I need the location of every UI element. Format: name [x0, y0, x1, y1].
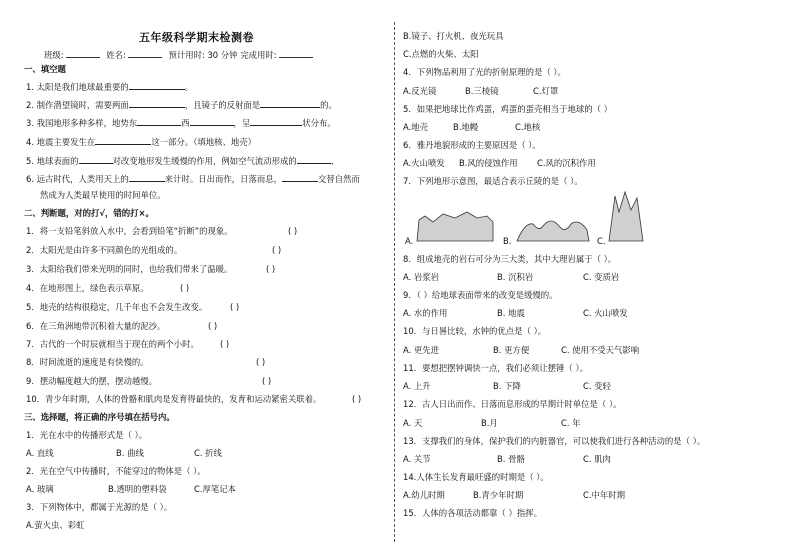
choice-q10-c[interactable]: C. 使用不受天气影响 [561, 345, 640, 355]
choice-q11-c[interactable]: C. 变轻 [583, 381, 611, 391]
choice-q13-a[interactable]: A. 关节 [403, 454, 431, 464]
judge-q1 [26, 226, 298, 237]
choice-q12-a[interactable]: A. 天 [403, 418, 423, 428]
choice-q2-a[interactable]: A. 玻璃 [26, 484, 54, 494]
choice-q1-options [26, 448, 222, 459]
fill-q3-mid2: ，呈 [233, 118, 251, 128]
judge-q6 [26, 321, 218, 332]
fill-q4-text: 4. 地震主要发生在 [26, 137, 96, 147]
choice-q3-option-c[interactable]: C.点燃的火柴、太阳 [403, 49, 479, 59]
choice-q10-a[interactable]: A. 更先进 [403, 345, 440, 355]
fill-q1-blank[interactable] [129, 81, 185, 90]
choice-q9-options [403, 308, 628, 319]
choice-q1-a[interactable]: A. 直线 [26, 448, 54, 458]
judge-q1-text: 1．将一支铅笔斜放入水中，会看到铅笔“折断”的现象。 [26, 226, 233, 236]
class-blank[interactable] [66, 49, 100, 58]
choice-q11: 11．要想把摆钟调快一点，我们必须让摆锤（ ）。 [403, 363, 588, 373]
choice-q9: 9．（ ）给地球表面带来的改变是缓慢的。 [403, 290, 558, 300]
fill-q3-mid1: 西 [181, 118, 190, 128]
fill-q1 [26, 81, 193, 93]
choice-q8-options [403, 272, 620, 283]
choice-q9-b[interactable]: B. 地震 [497, 308, 525, 318]
fill-q2-text: 2. 制作潜望镜时，需要两面 [26, 100, 129, 110]
class-label: 班级: [44, 50, 64, 60]
fill-q6-text: 6. 远古时代，人类用天上的 [26, 174, 129, 184]
fill-q3-end: 状分布。 [302, 118, 336, 128]
fill-q6-blank2[interactable] [282, 173, 318, 182]
name-label: 姓名: [106, 50, 126, 60]
fill-q6-blank1[interactable] [129, 173, 165, 182]
choice-q6-a[interactable]: A.火山喷发 [403, 158, 445, 168]
fill-q5 [26, 155, 339, 167]
choice-q1: 1．光在水中的传播形式是（ ）。 [26, 430, 148, 440]
choice-q12: 12．古人日出而作、日落而息形成的早期计时单位是（ ）。 [403, 399, 622, 409]
choice-q13-options [403, 454, 611, 465]
judge-q10 [26, 394, 362, 405]
fill-q2-mid: ，且镜子的反射面是 [184, 100, 261, 110]
judge-q8-answer[interactable]: ( ) [256, 357, 266, 367]
fill-q6 [26, 173, 360, 185]
judge-q3 [26, 264, 276, 275]
judge-q4 [26, 283, 190, 294]
choice-q10: 10．与日晷比较，水钟的优点是（ ）。 [403, 326, 547, 336]
judge-q8-text: 8．时间流逝的速度是有快慢的。 [26, 357, 149, 367]
choice-q14-a[interactable]: A.幼儿时期 [403, 490, 445, 500]
choice-q10-options [403, 345, 640, 356]
judge-q7-answer[interactable]: ( ) [220, 339, 230, 349]
choice-q14-options [403, 490, 626, 501]
actual-time-blank[interactable] [279, 49, 313, 58]
terrain-diagram-a [415, 208, 495, 242]
column-divider [394, 22, 395, 542]
terrain-diagram-b [515, 212, 591, 242]
fill-q4-end: 这一部分。（填地核、地壳） [151, 137, 256, 147]
choice-q11-b[interactable]: B. 下降 [493, 381, 521, 391]
fill-q5-blank1[interactable] [79, 155, 113, 164]
fill-q3-blank1[interactable] [137, 117, 181, 126]
judge-q9-text: 9．摆动幅度越大的摆，摆动越慢。 [26, 376, 157, 386]
judge-q5 [26, 302, 240, 313]
fill-q1-text: 1. 太阳是我们地球最重要的 [26, 82, 129, 92]
fill-q1-end: 。 [184, 82, 194, 92]
judge-q10-text: 10．青少年时期，人体的骨骼和肌肉是发育得最快的，发育和运动紧密关联着。 [26, 394, 322, 404]
choice-q5-c[interactable]: C.地核 [515, 122, 541, 132]
judge-q2-text: 2．太阳光是由许多不同颜色的光组成的。 [26, 245, 183, 255]
judge-q2-answer[interactable]: ( ) [272, 245, 282, 255]
judge-q5-text: 5．地壳的结构很稳定，几千年也不会发生改变。 [26, 302, 208, 312]
choice-q5-b[interactable]: B.地幔 [453, 122, 479, 132]
fill-q2-blank1[interactable] [129, 99, 185, 108]
choice-q11-options [403, 381, 611, 392]
judge-q6-answer[interactable]: ( ) [208, 321, 218, 331]
judge-q6-text: 6．在三角洲地带沉积着大量的泥沙。 [26, 321, 166, 331]
choice-q13-b[interactable]: B. 骨骼 [497, 454, 525, 464]
choice-q6-b[interactable]: B.风的侵蚀作用 [459, 158, 518, 168]
judge-q8 [26, 357, 266, 368]
judge-q1-answer[interactable]: ( ) [288, 226, 298, 236]
choice-q2-options [26, 484, 237, 495]
judge-q4-text: 4．在地形图上，绿色表示草原。 [26, 283, 149, 293]
choice-q3-option-a[interactable]: A.萤火虫、彩虹 [26, 520, 85, 530]
fill-q5-text: 5. 地球表面的 [26, 156, 79, 166]
judge-q4-answer[interactable]: ( ) [180, 283, 190, 293]
choice-q9-c[interactable]: C. 火山喷发 [583, 308, 628, 318]
fill-q3-blank3[interactable] [250, 117, 302, 126]
fill-q5-end: 、 [330, 156, 340, 166]
choice-q6: 6．雅丹地貌形成的主要原因是（ ）。 [403, 140, 541, 150]
fill-q3-blank2[interactable] [190, 117, 234, 126]
choice-q13-c[interactable]: C. 肌肉 [583, 454, 611, 464]
fill-q6-cont: 然成为人类最早使用的时间单位。 [40, 190, 166, 200]
choice-q4: 4．下列物品利用了光的折射原理的是（ ）。 [403, 67, 566, 77]
judge-q3-answer[interactable]: ( ) [266, 264, 276, 274]
judge-q7 [26, 339, 230, 350]
fill-q5-blank2[interactable] [297, 155, 331, 164]
choice-q14-b[interactable]: B.青少年时期 [473, 490, 524, 500]
judge-q7-text: 7．古代的一个时辰就相当于现在的两个小时。 [26, 339, 199, 349]
judge-q2 [26, 245, 282, 256]
choice-q3: 3．下列物体中，都属于光源的是（ ）。 [26, 502, 173, 512]
choice-q12-options [403, 418, 581, 429]
terrain-label-b[interactable]: B. [503, 236, 512, 246]
terrain-label-c[interactable]: C. [597, 236, 606, 246]
student-info-row [44, 49, 317, 61]
fill-q2 [26, 99, 337, 111]
choice-q8-a[interactable]: A. 岩浆岩 [403, 272, 440, 282]
choice-q7: 7．下列地形示意图，最适合表示丘陵的是（ ）。 [403, 176, 583, 186]
name-blank[interactable] [128, 49, 162, 58]
choice-q14: 14.人体生长发育最旺盛的时期是（ ）。 [403, 472, 549, 482]
fill-q4-blank[interactable] [95, 136, 151, 145]
choice-q2-c[interactable]: C.厚笔记本 [194, 484, 237, 494]
fill-q4 [26, 136, 256, 148]
choice-q15: 15．人体的各项活动都靠（ ）指挥。 [403, 508, 542, 518]
choice-q14-c[interactable]: C.中年时期 [583, 490, 626, 500]
choice-q2: 2．光在空气中传播时，不能穿过的物体是（ ）。 [26, 466, 206, 476]
page-title: 五年级科学期末检测卷 [139, 31, 254, 44]
section-true-false: 二、判断题，对的打√，错的打×。 [24, 208, 154, 218]
terrain-diagram-c [607, 190, 645, 242]
fill-q2-blank2[interactable] [260, 99, 320, 108]
actual-time-label: 完成用时: [240, 50, 277, 60]
choice-q1-b[interactable]: B. 曲线 [116, 448, 144, 458]
judge-q5-answer[interactable]: ( ) [230, 302, 240, 312]
terrain-label-a[interactable]: A. [405, 236, 414, 246]
choice-q8-c[interactable]: C. 变质岩 [583, 272, 620, 282]
fill-q3-text: 3. 我国地形多种多样，地势东 [26, 118, 138, 128]
choice-q11-a[interactable]: A. 上升 [403, 381, 431, 391]
section-fill-blank: 一、填空题 [24, 64, 66, 74]
choice-q10-b[interactable]: B. 更方便 [493, 345, 530, 355]
choice-q12-b[interactable]: B.月 [481, 418, 498, 428]
choice-q4-options [403, 86, 559, 97]
fill-q6-end: 交替自然而 [318, 174, 360, 184]
choice-q8-b[interactable]: B. 沉积岩 [497, 272, 534, 282]
choice-q8: 8．组成地壳的岩石可分为三大类，其中大理岩属于（ ）。 [403, 254, 617, 264]
choice-q2-b[interactable]: B.透明的塑料袋 [108, 484, 167, 494]
choice-q5: 5．如果把地球比作鸡蛋，鸡蛋的蛋壳相当于地球的（ ） [403, 104, 612, 114]
choice-q4-b[interactable]: B.三棱镜 [465, 86, 499, 96]
choice-q5-a[interactable]: A.地壳 [403, 122, 428, 132]
fill-q2-end: 的。 [320, 100, 337, 110]
fill-q3 [26, 117, 336, 129]
judge-q9 [26, 376, 272, 387]
choice-q3-option-b[interactable]: B.镜子、打火机、夜光玩具 [403, 31, 504, 41]
choice-q12-c[interactable]: C. 年 [561, 418, 581, 428]
judge-q9-answer[interactable]: ( ) [262, 376, 272, 386]
choice-q13: 13．支撑我们的身体，保护我们的内脏器官，可以使我们进行各种活动的是（ ）。 [403, 436, 706, 446]
section-choice: 三、选择题，将正确的序号填在括号内。 [24, 412, 175, 422]
choice-q9-a[interactable]: A. 水的作用 [403, 308, 448, 318]
choice-q1-c[interactable]: C. 折线 [194, 448, 222, 458]
choice-q6-options [403, 158, 596, 169]
choice-q6-c[interactable]: C.风的沉积作用 [537, 158, 596, 168]
choice-q4-c[interactable]: C.灯罩 [533, 86, 559, 96]
judge-q10-answer[interactable]: ( ) [352, 394, 362, 404]
judge-q3-text: 3．太阳给我们带来光明的同时，也给我们带来了温暖。 [26, 264, 233, 274]
planned-time-label: 预计用时: 30 分钟 [168, 50, 238, 60]
choice-q4-a[interactable]: A.反光镜 [403, 86, 437, 96]
fill-q5-mid: 对改变地形发生缓慢的作用，例如空气流动形成的 [112, 156, 297, 166]
choice-q5-options [403, 122, 541, 133]
fill-q6-mid: 来计时。日出而作，日落而息， [164, 174, 283, 184]
